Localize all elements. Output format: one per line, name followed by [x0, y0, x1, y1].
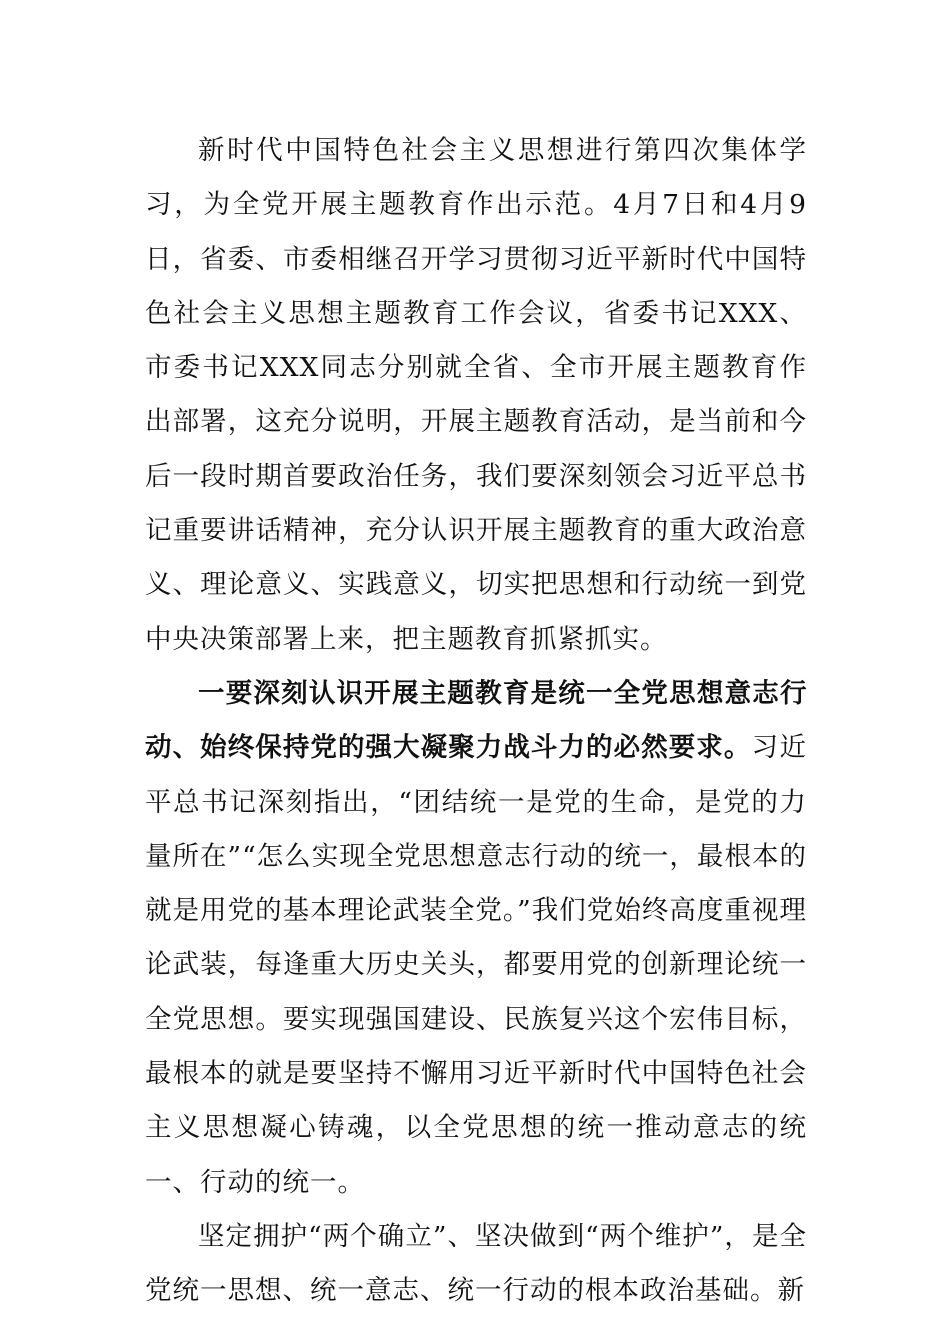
paragraph-two-safeguards [145, 1210, 807, 1319]
paragraph-point-one-text: 习近平总书记深刻指出，“团结统一是党的生命，是党的力量所在”“怎么实现全党思想意志行动的统一，最根本的就是用党的基本理论武装全党。”我们党始终高度重视理论武装，每逢重大历史关头，都要用党的创新理论统一全党思想。要实现强国建设、民族复兴这个宏伟目标，最根本的就是要坚持不懈用习近平新时代中国特色社会主义思想凝心铸魂，以全党思想的统一推动意志的统一、行动的统一。 [145, 732, 808, 1198]
paragraph-point-one-heading: 一要深刻认识开展主题教育是统一全党思想意志行动、始终保持党的强大凝聚力战斗力的必然要求。 [145, 677, 807, 764]
paragraph-point-one [145, 667, 807, 1210]
paragraph-intro [145, 124, 807, 667]
paragraph-two-safeguards-text: 坚定拥护“两个确立”、坚决做到“两个维护”，是全党统一思想、统一意志、统一行动的根本政治基础。新 [145, 1220, 807, 1307]
document-body [145, 124, 807, 1319]
paragraph-intro-text: 新时代中国特色社会主义思想进行第四次集体学习，为全党开展主题教育作出示范。4月7日和4月9日，省委、市委相继召开学习贯彻习近平新时代中国特色社会主义思想主题教育工作会议，省委书记XXX、市委书记XXX同志分别就全省、全市开展主题教育作出部署，这充分说明，开展主题教育活动，是当前和今后一段时期首要政治任务，我们要深刻领会习近平总书记重要讲话精神，充分认识开展主题教育的重大政治意义、理论意义、实践意义，切实把思想和行动统一到党中央决策部署上来，把主题教育抓紧抓实。 [145, 135, 807, 655]
